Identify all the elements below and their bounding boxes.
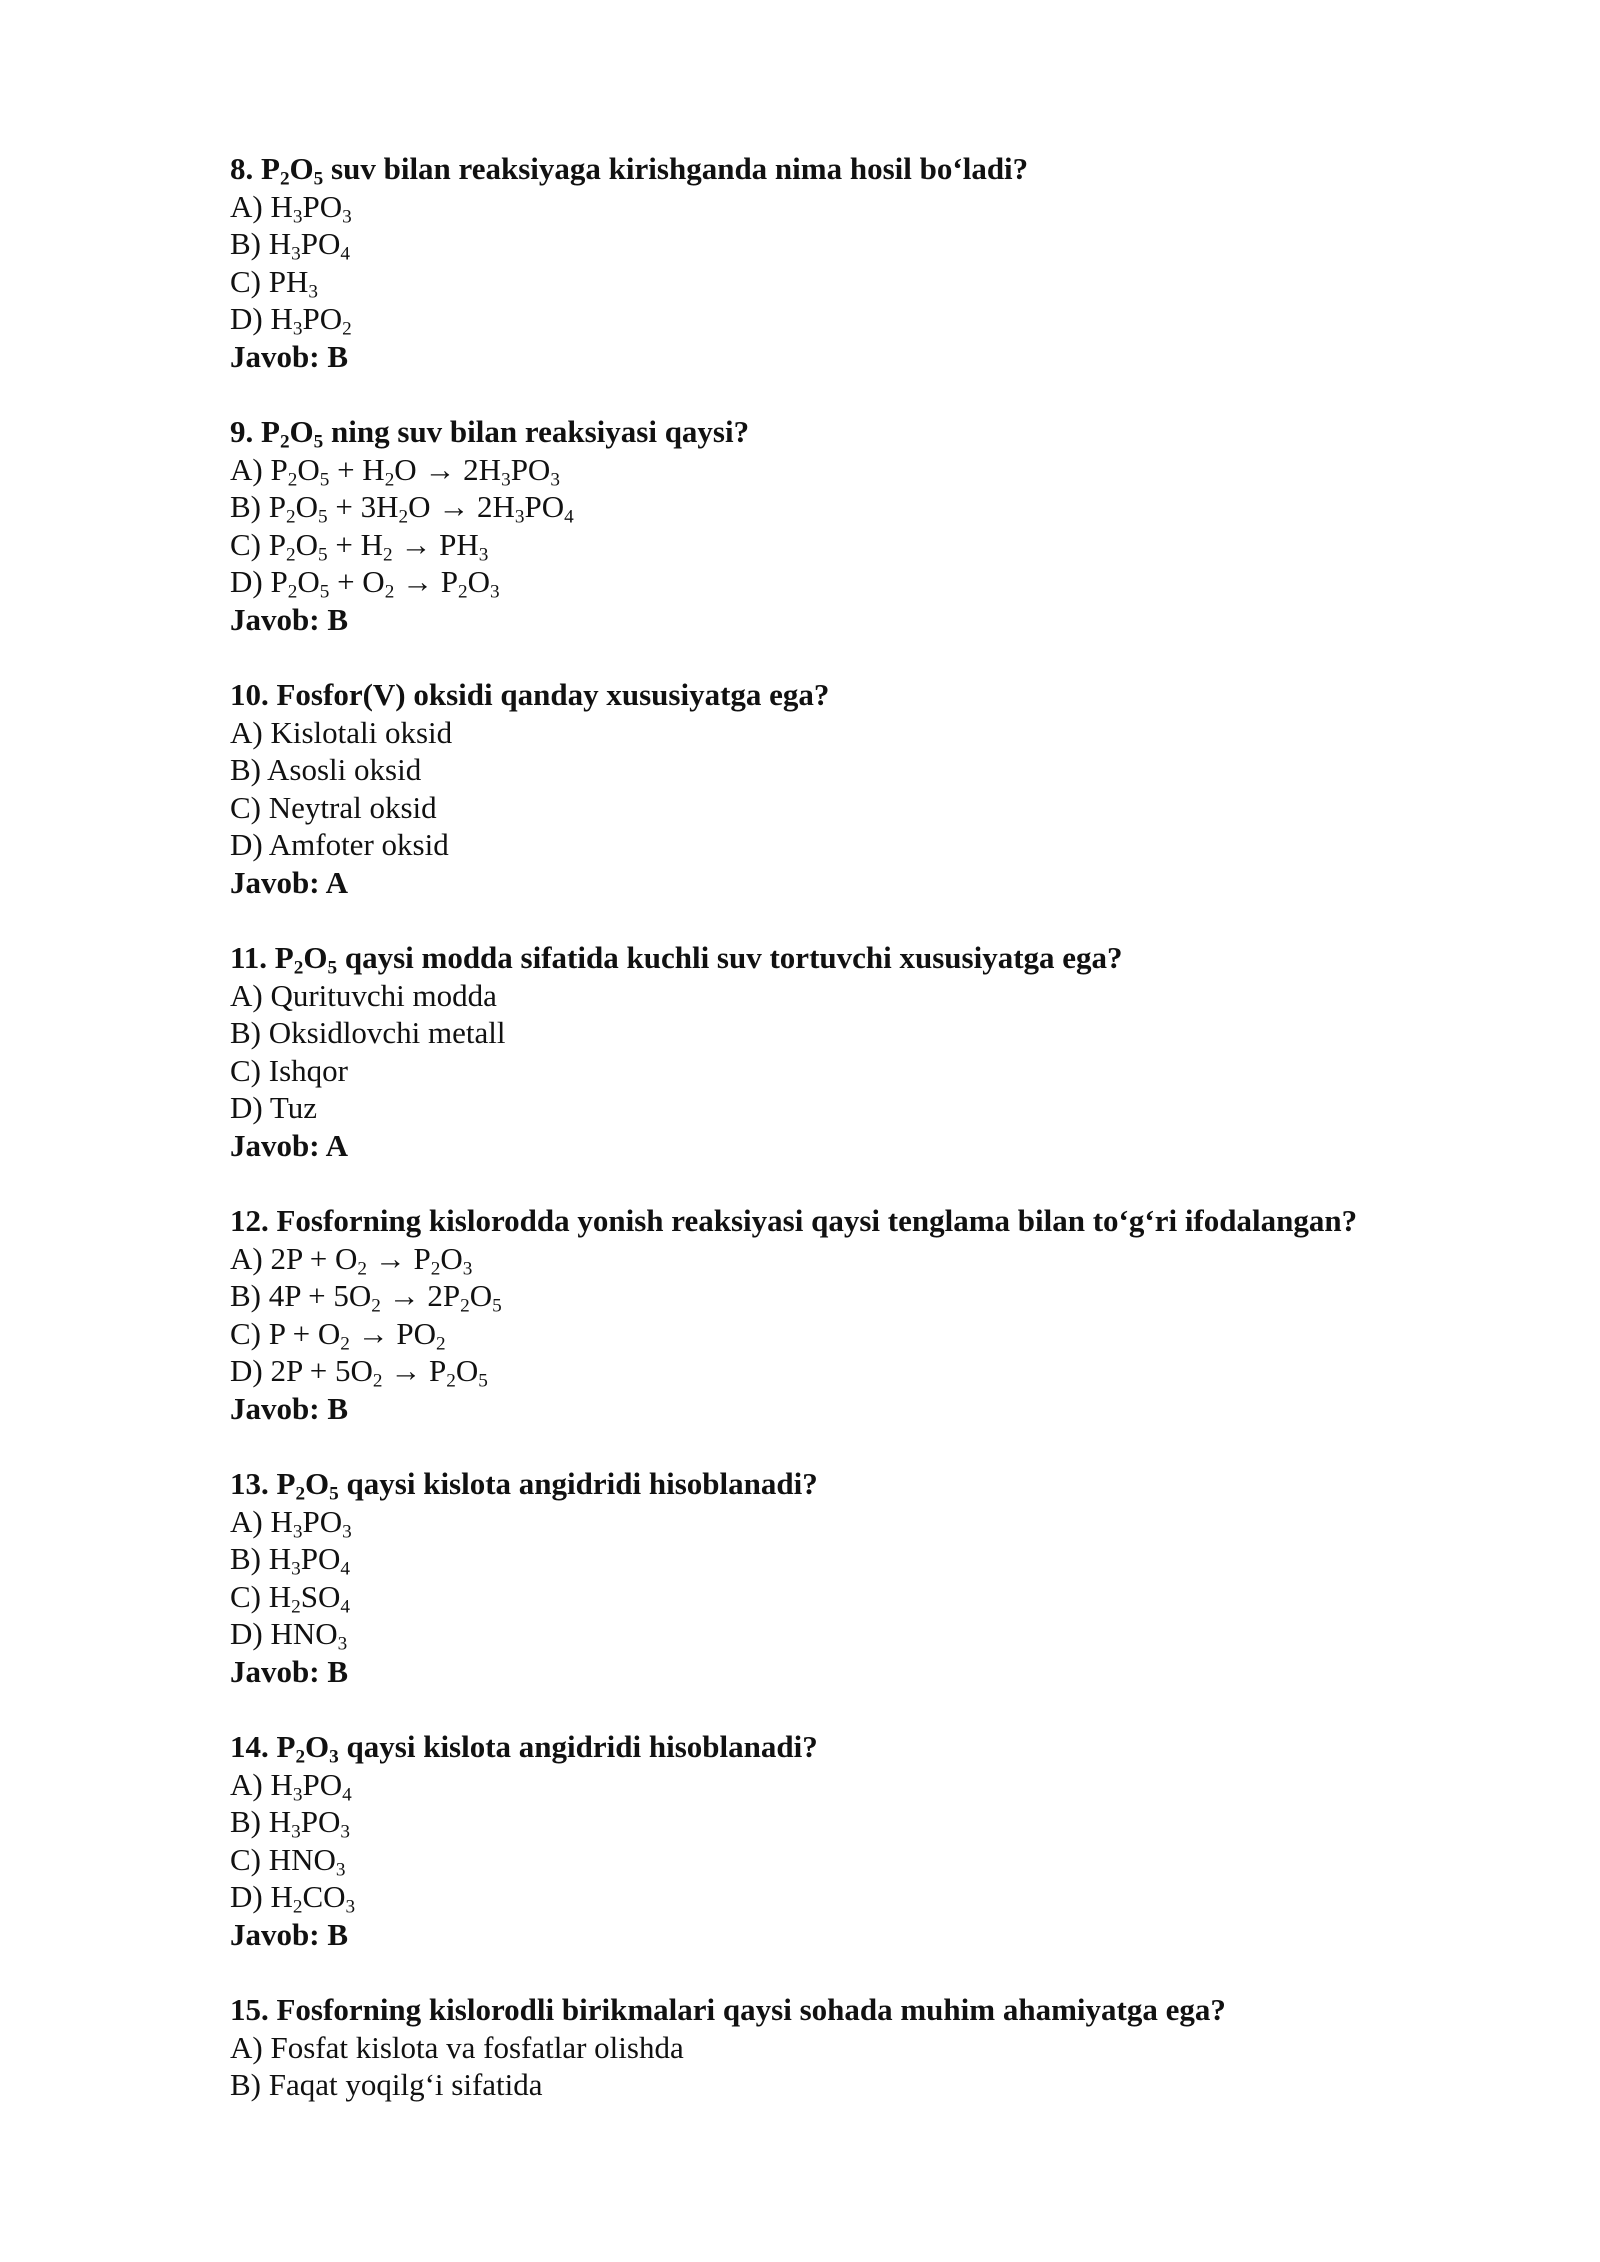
answer-option: D) $HNO_3$ (230, 1616, 348, 1655)
answer-option: D) $2P + 5O_2 \to P_2O_5$ (230, 1353, 488, 1392)
answer-option: C) $H_2SO_4$ (230, 1578, 350, 1617)
answer-option: A) Qurituvchi modda (230, 977, 497, 1013)
answer-option: D) Amfoter oksid (230, 827, 449, 862)
question-block (230, 676, 1480, 901)
answer-option: A) $P_2O_5 + H_2O \to 2H_3PO_3$ (230, 451, 560, 490)
answer-option: C) $PH_3$ (230, 263, 318, 302)
question-text: 10. Fosfor(V) oksidi qanday xususiyatga ega? (230, 677, 830, 712)
question-block (230, 1991, 1480, 2104)
question-text: 14. $P_2O_3$ qaysi kislota angidridi hisoblanadi? (230, 1729, 818, 1768)
answer-option: D) $P_2O_5 + O_2 \to P_2O_3$ (230, 564, 500, 603)
answer-option: A) Kislotali oksid (230, 714, 453, 750)
answer-key: Javob: A (230, 864, 348, 900)
answer-option: B) Oksidlovchi metall (230, 1015, 506, 1050)
answer-option: B) Asosli oksid (230, 752, 422, 787)
answer-option: A) $H_3PO_3$ (230, 188, 352, 227)
answer-option: A) $H_3PO_3$ (230, 1503, 352, 1542)
question-text: 12. Fosforning kislorodda yonish reaksiyasi qaysi tenglama bilan to‘g‘ri ifodalangan? (230, 1203, 1358, 1238)
answer-option: A) $2P + O_2 \to P_2O_3$ (230, 1240, 473, 1279)
question-block (230, 1465, 1480, 1690)
answer-key: Javob: B (230, 601, 348, 637)
question-text: 15. Fosforning kislorodli birikmalari qaysi sohada muhim ahamiyatga ega? (230, 1992, 1226, 2027)
answer-option: B) $H_3PO_3$ (230, 1804, 350, 1843)
answer-option: B) $H_3PO_4$ (230, 226, 350, 265)
question-block (230, 413, 1480, 638)
answer-key: Javob: B (230, 1653, 348, 1689)
answer-option: B) $H_3PO_4$ (230, 1541, 350, 1580)
answer-option: A) $H_3PO_4$ (230, 1766, 352, 1805)
answer-key: Javob: A (230, 1127, 348, 1163)
answer-option: B) $4P + 5O_2 \to 2P_2O_5$ (230, 1278, 502, 1317)
answer-option: C) Neytral oksid (230, 789, 437, 825)
answer-option: D) Tuz (230, 1090, 318, 1125)
answer-option: B) Faqat yoqilg‘i sifatida (230, 2067, 543, 2102)
answer-option: C) $HNO_3$ (230, 1841, 346, 1880)
answer-key: Javob: B (230, 338, 348, 374)
question-text: 13. $P_2O_5$ qaysi kislota angidridi hisoblanadi? (230, 1466, 818, 1505)
question-block (230, 939, 1480, 1164)
answer-option: C) $P + O_2 \to PO_2$ (230, 1315, 446, 1354)
answer-option: C) $P_2O_5 + H_2 \to PH_3$ (230, 526, 489, 565)
question-block (230, 150, 1480, 375)
quiz-content (230, 150, 1480, 2142)
answer-option: D) $H_3PO_2$ (230, 301, 352, 340)
answer-option: D) $H_2CO_3$ (230, 1879, 356, 1918)
question-text: 9. $P_2O_5$ ning suv bilan reaksiyasi qaysi? (230, 414, 750, 453)
answer-key: Javob: B (230, 1916, 348, 1952)
answer-option: A) Fosfat kislota va fosfatlar olishda (230, 2029, 684, 2065)
question-block (230, 1728, 1480, 1953)
question-text: 8. $P_2O_5$ suv bilan reaksiyaga kirishganda nima hosil bo‘ladi? (230, 151, 1029, 190)
question-block (230, 1202, 1480, 1427)
answer-option: B) $P_2O_5 + 3H_2O \to 2H_3PO_4$ (230, 489, 574, 528)
answer-option: C) Ishqor (230, 1052, 348, 1088)
question-text: 11. $P_2O_5$ qaysi modda sifatida kuchli suv tortuvchi xususiyatga ega? (230, 940, 1123, 979)
answer-key: Javob: B (230, 1390, 348, 1426)
